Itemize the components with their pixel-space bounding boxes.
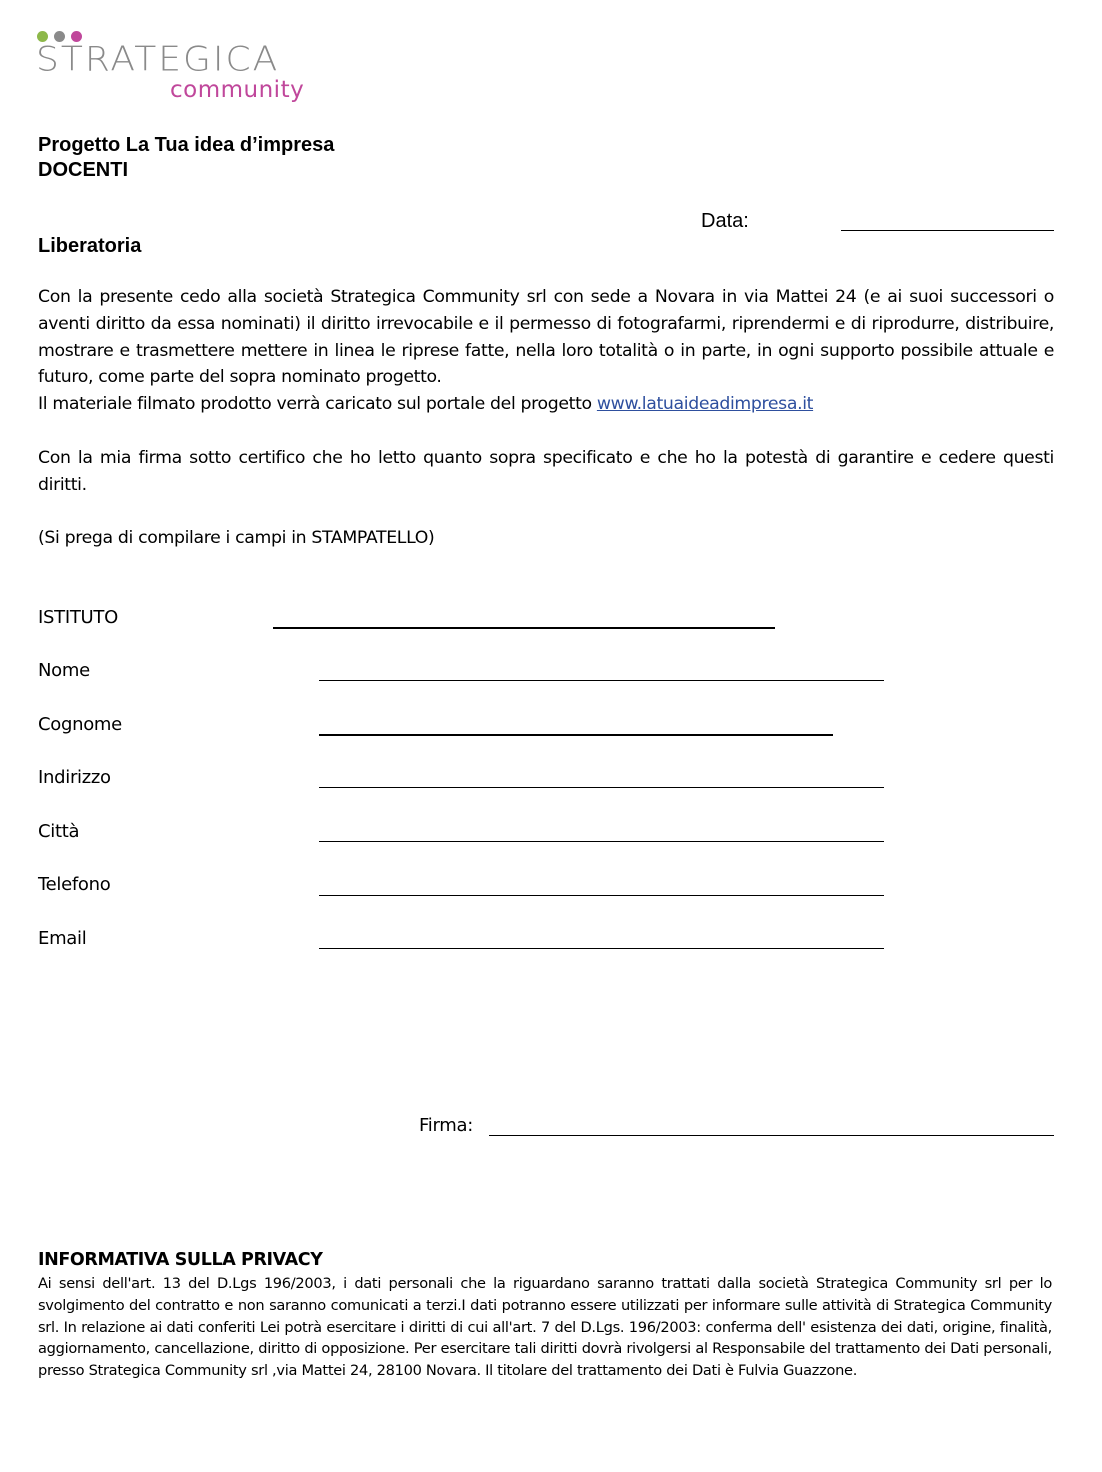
logo-wordmark: STRATEGICA (36, 40, 280, 79)
date-line[interactable] (841, 230, 1054, 231)
nome-line[interactable] (319, 680, 884, 681)
consent-paragraph (38, 284, 1054, 418)
logo (36, 30, 316, 110)
consent-text: Con la presente cedo alla società Strategica Community srl con sede a Novara in via Mattei 24 (e ai suoi successori o aventi diritto da essa nominati) il diritto irrevocabile e il permesso di fotografarmi, riprendermi e di riprodurre, distribuire, mostrare e trasmettere mettere in linea le riprese fatte, nella loro totalità o in parte, in ogni supporto possibile attuale e futuro, come parte del sopra nominato progetto. (38, 287, 1054, 388)
audience-title: DOCENTI (38, 159, 128, 181)
privacy-title: INFORMATIVA SULLA PRIVACY (38, 1250, 323, 1270)
portal-text: Il materiale filmato prodotto verrà caricato sul portale del progetto (38, 394, 597, 415)
date-label: Data: (701, 210, 749, 232)
istituto-label: ISTITUTO (38, 607, 118, 628)
portal-link[interactable]: www.latuaideadimpresa.it (596, 394, 814, 415)
email-label: Email (38, 928, 87, 949)
privacy-text: Ai sensi dell'art. 13 del D.Lgs 196/2003, i dati personali che la riguardano saranno trattati dalla società Strategica Community srl per lo svolgimento del contratto e non saranno comunicati a terzi.I dati potranno essere utilizzati per informare sulle attività di Strategica Community srl. In relazione ai dati conferiti Lei potrà esercitare i diritti di cui all'art. 7 del D.Lgs. 196/2003: conferma dell' esistenza dei dati, origine, finalità, aggiornamento, cancellazione, diritto di opposizione. Per esercitare tali diritti dovrà rivolgersi al Responsabile del trattamento dei Dati personali, presso Strategica Community srl ,via Mattei 24, 28100 Novara. Il titolare del trattamento dei Dati è Fulvia Guazzone. (38, 1275, 1052, 1380)
logo-subtitle: community (170, 77, 305, 103)
email-line[interactable] (319, 948, 884, 949)
istituto-line[interactable] (273, 627, 775, 629)
telefono-label: Telefono (38, 874, 111, 895)
certification-paragraph: Con la mia firma sotto certifico che ho letto quanto sopra specificato e che ho la potestà di garantire e cedere questi diritti. (38, 448, 1054, 495)
indirizzo-line[interactable] (319, 787, 884, 788)
indirizzo-label: Indirizzo (38, 767, 111, 788)
citta-label: Città (38, 821, 80, 842)
instruction-text: (Si prega di compilare i campi in STAMPATELLO) (38, 528, 435, 548)
document-title: Liberatoria (38, 235, 142, 257)
cognome-line[interactable] (319, 734, 833, 736)
telefono-line[interactable] (319, 895, 884, 896)
signature-label: Firma: (419, 1115, 473, 1136)
project-title: Progetto La Tua idea d’impresa (38, 134, 335, 156)
cognome-label: Cognome (38, 714, 122, 735)
nome-label: Nome (38, 660, 90, 681)
citta-line[interactable] (319, 841, 884, 842)
signature-line[interactable] (489, 1135, 1054, 1136)
